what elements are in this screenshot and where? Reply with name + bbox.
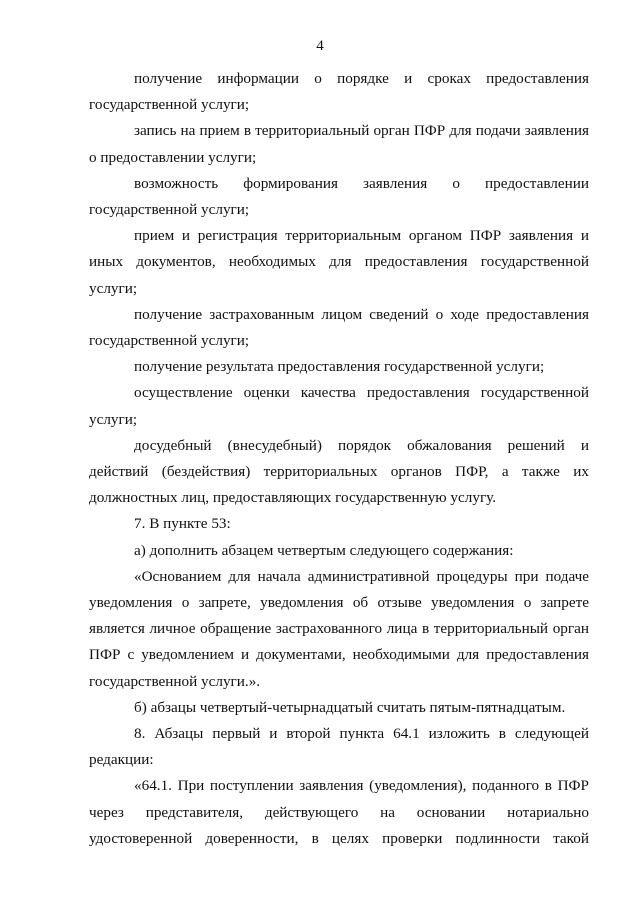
paragraph-item-8: 8. Абзацы первый и второй пункта 64.1 изложить в следующей редакции: [89, 725, 589, 769]
paragraph-result: получение результата предоставления государственной услуги; [134, 358, 545, 376]
paragraph-progress-info: получение застрахованным лицом сведений о ходе предоставления государственной услуги; [89, 305, 589, 350]
paragraph-appointment: запись на прием в территориальный орган ПФР для подачи заявления о предоставлении услуги; [89, 122, 589, 166]
paragraph-item-7: 7. В пункте 53: [134, 515, 231, 533]
paragraph-registration: прием и регистрация территориальным органом ПФР заявления и иных документов, необходимых для предоставления государственной услуги; [89, 227, 589, 297]
paragraph-pretrial-appeal: досудебный (внесудебный) порядок обжалования решений и действий (бездействия) территориальных органов ПФР, а также их должностных лиц, предоставляющих государственную услугу. [89, 436, 589, 507]
paragraph-quality-assessment: осуществление оценки качества предоставления государственной услуги; [89, 384, 589, 428]
paragraph-quoted-basis: «Основанием для начала административной процедуры при подаче уведомления о запрете, уведомления об отзыве уведомления о запрете является личное обращение застрахованного лица в территориальный орган ПФР с уведомлением и документами, необходимыми для предоставления государственной услуги.». [89, 567, 589, 690]
page-number: 4 [316, 38, 324, 54]
paragraph-info-order: получение информации о порядке и сроках предоставления государственной услуги; [89, 70, 589, 114]
paragraph-item-7a: а) дополнить абзацем четвертым следующего содержания: [134, 541, 514, 559]
paragraph-form-application: возможность формирования заявления о предоставлении государственной услуги; [89, 174, 589, 219]
paragraph-item-7b: б) абзацы четвертый-четырнадцатый считать пятым-пятнадцатым. [134, 698, 566, 716]
paragraph-item-64-1: «64.1. При поступлении заявления (уведомления), поданного в ПФР через представителя, действующего на основании нотариально удостоверенной доверенности, в целях проверки подлинности такой [89, 777, 589, 847]
document-body [89, 66, 589, 852]
